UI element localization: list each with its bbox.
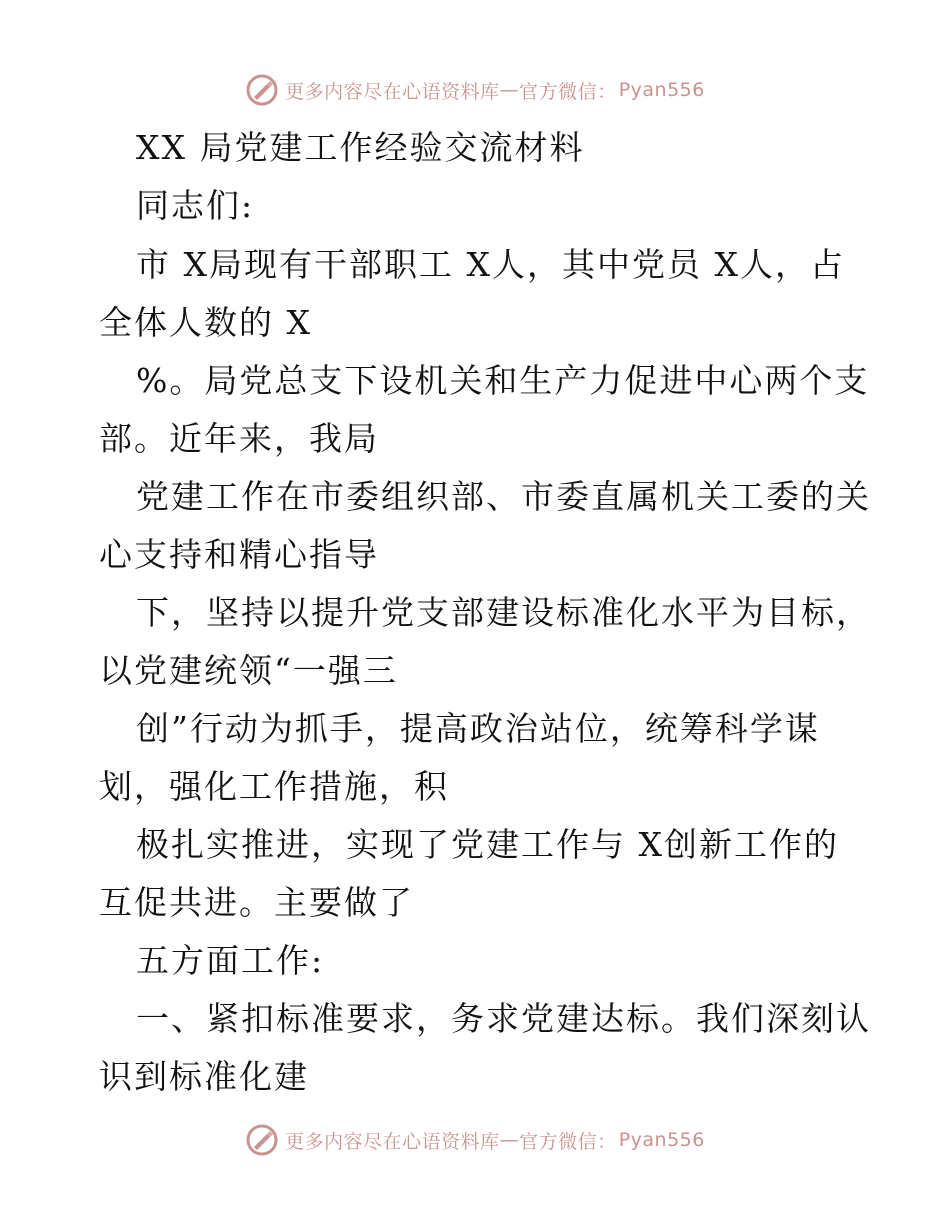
pen-logo-icon (245, 1123, 279, 1157)
watermark-separator: — (499, 1129, 520, 1151)
watermark-wechat-id: Pyan556 (618, 1129, 705, 1151)
document-title: XX 局党建工作经验交流材料 (136, 128, 585, 167)
document-line: 全体人数的 X (99, 303, 312, 342)
document-line: 识到标准化建 (99, 1057, 309, 1096)
header-watermark (0, 70, 950, 110)
document-line: 以党建统领“一强三 (99, 651, 398, 690)
document-line: 极扎实推进，实现了党建工作与 X创新工作的 (136, 825, 839, 864)
document-line: 部。近年来，我局 (99, 419, 379, 458)
pen-logo-icon (245, 73, 279, 107)
watermark-wechat-label: 官方微信： (519, 80, 617, 103)
footer-watermark (0, 1120, 950, 1160)
document-line: 一、紧扣标准要求，务求党建达标。我们深刻认 (136, 999, 871, 1038)
watermark-brand: 更多内容尽在心语资料库 (285, 1130, 500, 1153)
watermark-separator: — (499, 79, 520, 101)
document-line: 心支持和精心指导 (99, 535, 379, 574)
document-line: 互促共进。主要做了 (99, 883, 414, 922)
document-line: 下，坚持以提升党支部建设标准化水平为目标， (136, 593, 871, 632)
document-line: 划，强化工作措施，积 (99, 767, 449, 806)
document-line: 党建工作在市委组织部、市委直属机关工委的关 (136, 477, 871, 516)
watermark-brand: 更多内容尽在心语资料库 (285, 80, 500, 103)
document-line: 同志们: (136, 186, 255, 225)
watermark-wechat-id: Pyan556 (618, 79, 705, 101)
document-line: 市 X局现有干部职工 X人，其中党员 X人，占 (136, 245, 845, 284)
document-line: 创”行动为抓手，提高政治站位，统筹科学谋 (136, 709, 820, 748)
document-line: 五方面工作: (136, 941, 325, 980)
watermark-wechat-label: 官方微信： (519, 1130, 617, 1153)
document-line: %。局党总支下设机关和生产力促进中心两个支 (136, 361, 870, 400)
